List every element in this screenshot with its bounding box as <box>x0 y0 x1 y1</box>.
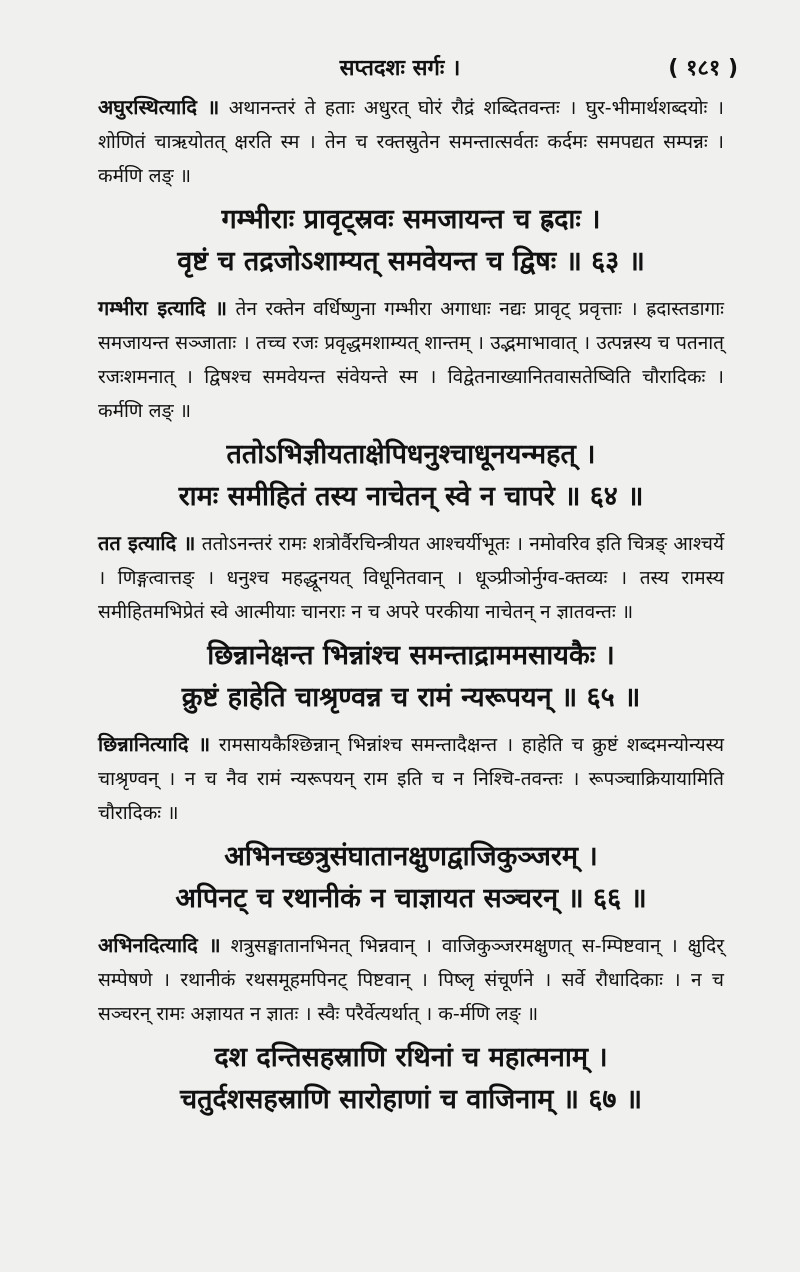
verse-line: वृष्टं च तद्रजोऽशाम्यत् समवेयन्त च द्विषः ॥ ६३ ॥ <box>177 246 645 277</box>
verse-line: दश दन्तिसहस्राणि रथिनां च महात्मनाम् । <box>214 1042 608 1073</box>
commentary-text: ततोऽनन्तरं रामः शत्रोर्वैरचिन्त्रीयत आश्चर्यीभूतः । नमोवरिव इति चित्रङ् आश्चर्ये । णिङ्गत्वात्तङ् । धनुश्च महद्धूनयत् विधूनितवान् । धूञ्प्रीञोर्नुग्व-क्तव्यः । तस्य रामस्य समीहितमभिप्रेतं स्वे आत्मीयाः चानराः न च अपरे परकीया नाचेतन् न ज्ञातवन्तः ॥ <box>98 533 725 623</box>
commentary-lemma: गम्भीरा इत्यादि ॥ <box>98 296 227 320</box>
commentary-lemma: अघुरस्थित्यादि ॥ <box>98 95 220 119</box>
verse-line: गम्भीराः प्रावृट्स्रवः समजायन्त च ह्रदाः । <box>221 204 601 235</box>
commentary-lemma: छिन्नानित्यादि ॥ <box>98 732 211 756</box>
verse-line: क्रुष्टं हाहेति चाश्रृण्वन्न च रामं न्यरूपयन् ॥ ६५ ॥ <box>181 682 641 713</box>
page-header <box>0 52 800 82</box>
commentary-text: अथानन्तरं ते हताः अधुरत् घोरं रौद्रं शब्दितवन्तः । घुर-भीमार्थशब्दयोः । शोणितं चाऋयोतत् क्षरति स्म । तेन च रक्तस्रुतेन समन्तात्सर्वतः कर्दमः समपद्यत सम्पन्नः । कर्मणि लङ् ॥ <box>98 97 724 187</box>
commentary-lemma: अभिनदित्यादि ॥ <box>98 933 221 957</box>
verse-block <box>98 635 724 719</box>
commentary-text: शत्रुसङ्घातानभिनत् भिन्नवान् । वाजिकुञ्जरमक्षुणत् स-म्पिष्टवान् । क्षुदिर् सम्पेषणे । रथानीकं रथसमूहमपिनट् पिष्टवान् । पिष्लृ संचूर्णने । सर्वे रौधादिकाः । न च सञ्चरन् रामः अज्ञायत न ज्ञातः । स्वैः परैर्वेत्यर्थात् । क-र्मणि लङ् ॥ <box>98 935 724 1025</box>
commentary-paragraph <box>98 90 724 193</box>
commentary-text: तेन रक्तेन वर्धिष्णुना गम्भीरा अगाधाः नद्यः प्रावृट् प्रवृत्ताः । ह्रदास्तडागाः समजायन्त सञ्जाताः । तच्च रजः प्रवृद्धमशाम्यत् शान्तम् । उद्भमाभावात् । उत्पन्नस्य च पतनात् रजःशमनात् । द्विषश्च समवेयन्त संवेयन्ते स्म । विद्वेतनाख्यानितवासतेष्विति चौरादिकः । कर्मणि लङ् ॥ <box>98 298 724 422</box>
commentary-text: रामसायकैश्छिन्नान् भिन्नांश्च समन्तादैक्षन्त । हाहेति च क्रुष्टं शब्दमन्योन्यस्य चाश्रृण्वन् । न च नैव रामं न्यरूपयन् राम इति च न निश्चि-तवन्तः । रूपञ्चाक्रियायामिति चौरादिकः ॥ <box>98 734 725 824</box>
verse-block <box>98 199 724 283</box>
verse-line: छिन्नानेक्षन्त भिन्नांश्च समन्ताद्राममसायकैः । <box>207 640 615 671</box>
verse-line: ततोऽभिज्ञीयताक्षेपिधनुश्चाधूनयन्महत् । <box>226 439 596 470</box>
page-body <box>98 90 724 1129</box>
commentary-paragraph <box>98 526 724 629</box>
commentary-lemma: तत इत्यादि ॥ <box>98 531 196 555</box>
verse-block <box>98 836 724 920</box>
page-number: ( १८१ ) <box>668 56 738 81</box>
verse-line: अपिनट् च रथानीकं न चाज्ञायत सञ्चरन् ॥ ६६ ॥ <box>175 883 647 914</box>
commentary-paragraph <box>98 928 724 1031</box>
verse-line: चतुर्दशसहस्राणि सारोहाणां च वाजिनाम् ॥ ६७ ॥ <box>179 1084 643 1115</box>
verse-block <box>98 1037 724 1121</box>
commentary-paragraph <box>98 727 724 830</box>
verse-line: रामः समीहितं तस्य नाचेतन् स्वे न चापरे ॥ ६४ ॥ <box>178 481 644 512</box>
running-title: सप्तदशः सर्गः । <box>339 56 461 81</box>
verse-line: अभिनच्छत्रुसंघातानक्षुणद्वाजिकुञ्जरम् । <box>224 841 598 872</box>
verse-block <box>98 434 724 518</box>
commentary-paragraph <box>98 291 724 428</box>
